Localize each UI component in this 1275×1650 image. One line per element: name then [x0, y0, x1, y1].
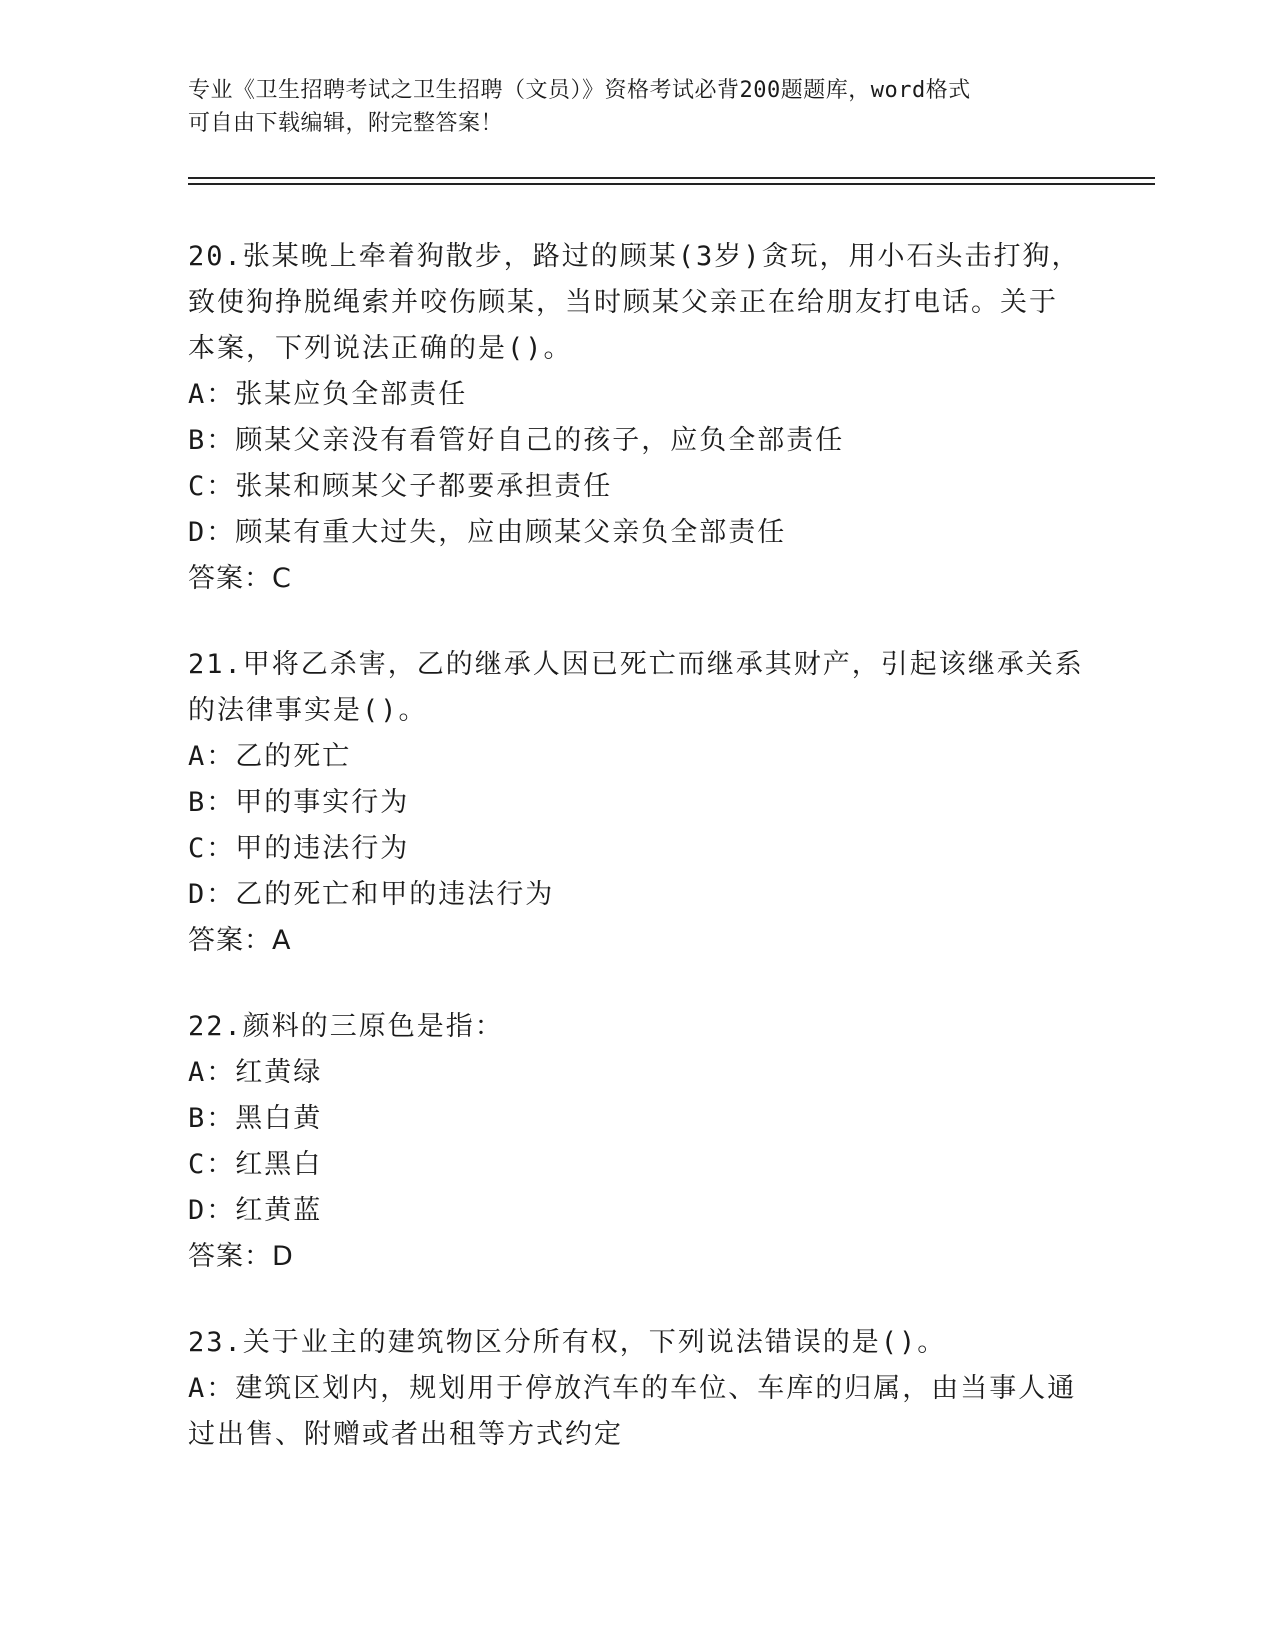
- option-a: A：乙的死亡: [188, 741, 352, 772]
- option-d: D：红黄蓝: [188, 1195, 323, 1226]
- question-stem-line: 23.关于业主的建筑物区分所有权，下列说法错误的是()。: [188, 1327, 947, 1358]
- option-d: D：顾某有重大过失，应由顾某父亲负全部责任: [188, 517, 787, 548]
- answer-text: 答案：C: [188, 563, 292, 594]
- option-a-continuation: 过出售、附赠或者出租等方式约定: [188, 1419, 623, 1450]
- question-stem-line: 的法律事实是()。: [188, 695, 428, 726]
- header-line-2: 可自由下载编辑，附完整答案！: [188, 111, 504, 136]
- question-stem-line: 致使狗挣脱绳索并咬伤顾某，当时顾某父亲正在给朋友打电话。关于: [188, 287, 1058, 318]
- question-stem-line: 22.颜料的三原色是指：: [188, 1011, 504, 1042]
- question-21: [188, 642, 1088, 964]
- question-stem-line: 21.甲将乙杀害，乙的继承人因已死亡而继承其财产，引起该继承关系: [188, 649, 1084, 680]
- option-c: C：红黑白: [188, 1149, 323, 1180]
- option-a: A：建筑区划内，规划用于停放汽车的车位、车库的归属，由当事人通: [188, 1373, 1077, 1404]
- question-stem-line: 本案，下列说法正确的是()。: [188, 333, 573, 364]
- question-22: [188, 1004, 1088, 1280]
- answer-text: 答案：D: [188, 1241, 294, 1272]
- question-23: [188, 1320, 1088, 1458]
- option-b: B：甲的事实行为: [188, 787, 410, 818]
- question-stem-line: 20.张某晚上牵着狗散步，路过的顾某(3岁)贪玩，用小石头击打狗，: [188, 241, 1081, 272]
- option-d: D：乙的死亡和甲的违法行为: [188, 879, 555, 910]
- option-c: C：张某和顾某父子都要承担责任: [188, 471, 613, 502]
- answer-text: 答案：A: [188, 925, 292, 956]
- header-line-1: 专业《卫生招聘考试之卫生招聘（文员）》资格考试必背200题题库，word格式: [188, 78, 971, 103]
- question-list: [188, 234, 1088, 1498]
- document-header: [188, 74, 1068, 140]
- question-20: [188, 234, 1088, 602]
- option-a: A：红黄绿: [188, 1057, 323, 1088]
- option-b: B：顾某父亲没有看管好自己的孩子，应负全部责任: [188, 425, 845, 456]
- option-c: C：甲的违法行为: [188, 833, 410, 864]
- header-divider-top: [188, 177, 1155, 179]
- option-a: A：张某应负全部责任: [188, 379, 468, 410]
- header-divider-bottom: [188, 183, 1155, 185]
- option-b: B：黑白黄: [188, 1103, 323, 1134]
